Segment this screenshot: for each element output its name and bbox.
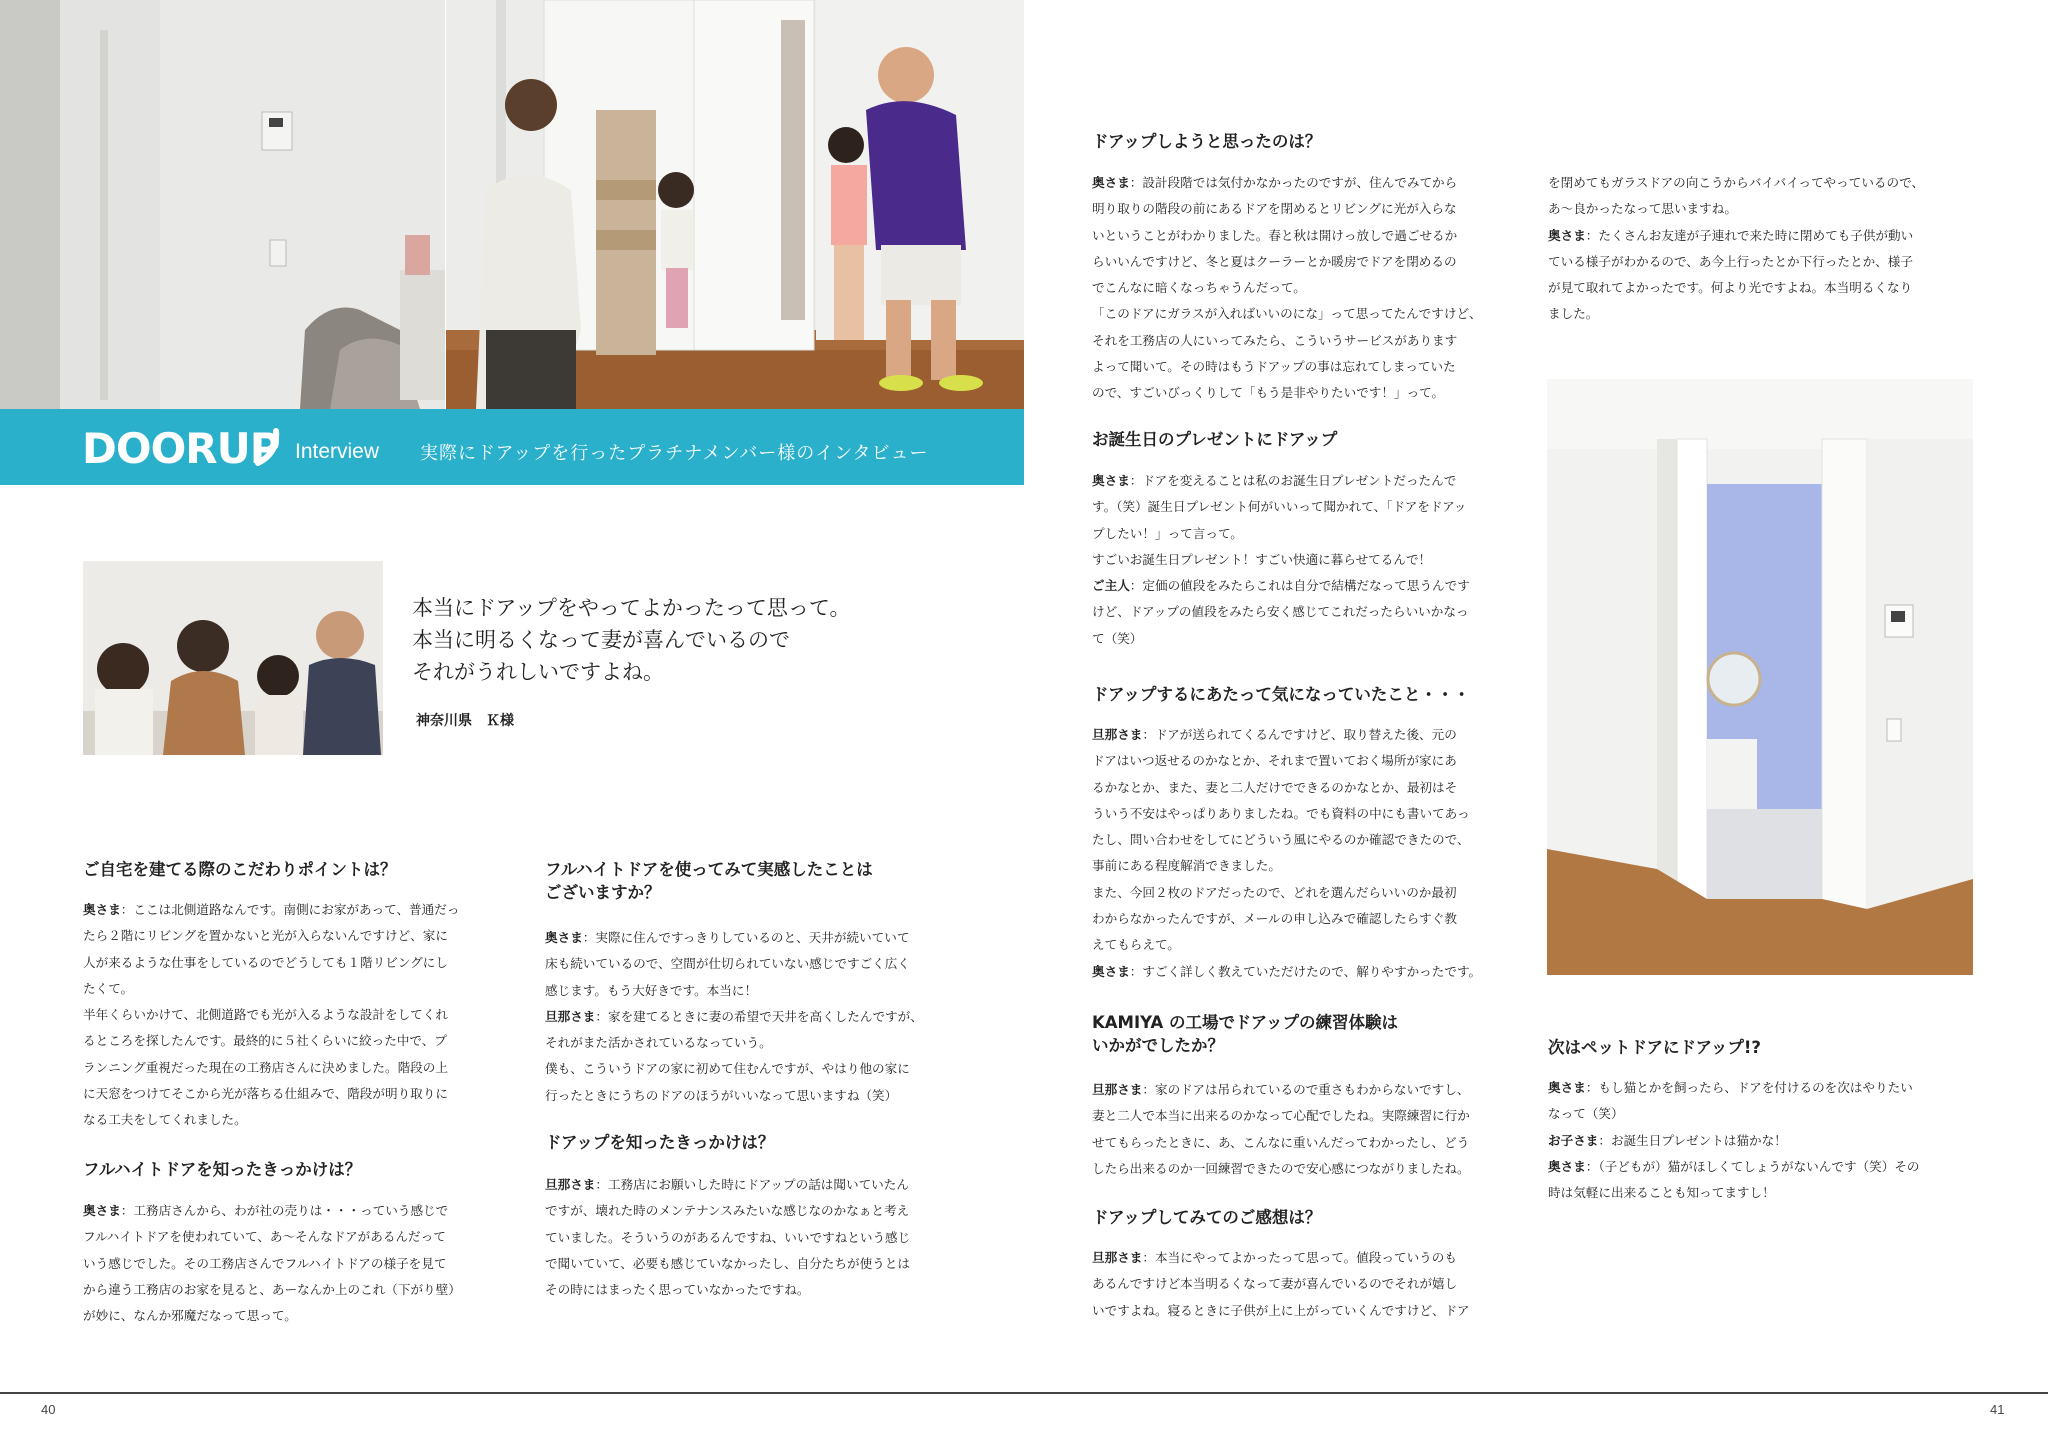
hero-photo-family-doors bbox=[446, 0, 1024, 409]
body-text: たくて。 bbox=[83, 980, 134, 996]
body-line bbox=[83, 1081, 459, 1107]
body-text: せてもらったときに、あ、こんなに重いんだってわかったし、どう bbox=[1092, 1134, 1470, 1150]
speaker-label: 旦那さま bbox=[1092, 727, 1143, 742]
body-line bbox=[1092, 906, 1481, 932]
body-text: に天窓をつけてそこから光が落ちる仕組みで、階段が明り取りに bbox=[83, 1086, 448, 1102]
body-text: 床も続いているので、空間が仕切られていない感じですごく広く bbox=[545, 956, 910, 972]
body-line bbox=[545, 1277, 910, 1303]
section-heading: ドアップするにあたって気になっていたこと・・・ bbox=[1092, 685, 1470, 704]
body-line bbox=[83, 1002, 459, 1028]
body-line bbox=[1092, 468, 1470, 494]
body-text: ：本当にやってよかったって思って。値段っていうのも bbox=[1142, 1250, 1457, 1265]
body-text: いということがわかりました。春と秋は開けっ放しで過ごせるか bbox=[1092, 227, 1458, 243]
body-line bbox=[545, 1030, 923, 1056]
body-line bbox=[1092, 959, 1481, 985]
body-text: ：設計段階では気付かなかったのですが、住んでみてから bbox=[1129, 175, 1458, 190]
body-line bbox=[1092, 170, 1482, 196]
body-line bbox=[1548, 1075, 1920, 1101]
body-line bbox=[1092, 547, 1470, 573]
body-text: ですが、壊れた時のメンテナンスみたいな感じなのかなぁと考え bbox=[545, 1203, 910, 1219]
body-line bbox=[545, 1251, 910, 1277]
body-text: 人が来るような仕事をしているのでどうしても１階リビングにし bbox=[83, 954, 448, 970]
page-number-right: 41 bbox=[1990, 1402, 2005, 1417]
body-text: わからなかったんですが、メールの申し込みで確認したらすぐ教 bbox=[1092, 911, 1457, 927]
section-heading: ドアップしてみてのご感想は？ bbox=[1092, 1208, 1322, 1227]
speaker-label: 旦那さま bbox=[1092, 1250, 1143, 1265]
body-line bbox=[1092, 354, 1482, 380]
body-text: ：お誕生日プレゼントは猫かな！ bbox=[1598, 1132, 1787, 1148]
body-text: を閉めてもガラスドアの向こうからバイバイってやっているので、 bbox=[1548, 175, 1925, 190]
body-line bbox=[1092, 880, 1481, 906]
speaker-label: 奥さま bbox=[545, 930, 583, 945]
body-text: ：ドアを変えることは私のお誕生日プレゼントだったんで bbox=[1129, 473, 1457, 488]
body-line bbox=[545, 1198, 910, 1224]
body-line bbox=[1092, 1156, 1470, 1182]
body-text: したら出来るのか一回練習できたので安心感につながりましたね。 bbox=[1092, 1160, 1470, 1176]
hero-photo-living-room bbox=[0, 0, 445, 409]
body-line bbox=[1092, 275, 1482, 301]
body-text: なる工夫をしてくれました。 bbox=[83, 1112, 247, 1128]
body-line bbox=[1092, 801, 1481, 827]
speaker-label: 奥さま bbox=[1092, 963, 1130, 979]
body-text: たし、問い合わせをしてにどういう風にやるのか確認できたので、 bbox=[1092, 832, 1470, 848]
speaker-label: お子さま bbox=[1548, 1132, 1599, 1148]
section-body bbox=[1092, 170, 1482, 407]
speaker-label: 旦那さま bbox=[1092, 1082, 1143, 1097]
body-text: 事前にある程度解消できました。 bbox=[1092, 858, 1281, 874]
body-line bbox=[1092, 1103, 1470, 1129]
quote-line: それがうれしいですよね。 bbox=[412, 660, 664, 684]
section-heading: フルハイトドアを使ってみて実感したことは ございますか？ bbox=[545, 860, 873, 902]
body-line bbox=[545, 1004, 923, 1030]
body-text: あ〜良かったなって思いますね。 bbox=[1548, 201, 1737, 217]
body-text: ：定価の値段をみたらこれは自分で結構だなって思うんです bbox=[1129, 578, 1470, 594]
body-text: 感じます。もう大好きです。本当に！ bbox=[545, 982, 758, 998]
family-photo bbox=[83, 561, 383, 755]
body-line bbox=[1548, 196, 1924, 222]
speaker-label: 奥さま bbox=[1548, 1158, 1586, 1174]
body-text: す。（笑）誕生日プレゼント何がいいって聞かれて、「ドアをドアッ bbox=[1092, 499, 1467, 515]
body-line bbox=[83, 1198, 461, 1224]
body-text: 行ったときにうちのドアのほうがいいなって思いますね（笑） bbox=[545, 1087, 898, 1103]
body-line bbox=[1548, 275, 1924, 301]
body-line bbox=[545, 925, 923, 951]
section-body bbox=[1092, 722, 1481, 985]
body-line bbox=[1092, 1298, 1469, 1324]
body-text: フルハイトドアを使われていて、あ〜そんなドアがあるんだって bbox=[83, 1229, 446, 1245]
body-line bbox=[545, 978, 923, 1004]
body-line bbox=[1548, 1101, 1920, 1127]
body-text: 時は気軽に出来ることも知ってますし！ bbox=[1548, 1185, 1775, 1201]
body-line bbox=[1092, 748, 1481, 774]
body-text: ：ここは北側道路なんです。南側にお家があって、普通だっ bbox=[120, 902, 460, 917]
body-line bbox=[1092, 1245, 1469, 1271]
section-body bbox=[545, 925, 923, 1109]
speaker-label: 奥さま bbox=[1092, 175, 1130, 190]
body-line bbox=[1092, 1077, 1470, 1103]
body-line bbox=[1092, 827, 1481, 853]
section-body bbox=[1548, 170, 1924, 328]
banner-title: 実際にドアップを行ったプラチナメンバー様のインタビュー bbox=[420, 443, 929, 464]
section-body bbox=[1092, 1077, 1470, 1182]
body-text: ：（子どもが）猫がほしくてしょうがないんです（笑）その bbox=[1585, 1158, 1920, 1174]
page-number-left: 40 bbox=[41, 1402, 56, 1417]
section-heading: ドアップを知ったきっかけは？ bbox=[545, 1133, 775, 1152]
body-text: すごいお誕生日プレゼント！すごい快適に暮らせてるんで！ bbox=[1092, 551, 1432, 567]
body-line bbox=[83, 923, 459, 949]
section-body bbox=[1092, 468, 1470, 652]
section-body bbox=[1092, 1245, 1469, 1324]
pull-quote bbox=[412, 592, 912, 688]
body-line bbox=[1548, 1154, 1920, 1180]
body-text: けど、ドアップの値段をみたら安く感じてこれだったらいいかなっ bbox=[1092, 604, 1469, 620]
body-line bbox=[83, 1224, 461, 1250]
section-body bbox=[545, 1172, 910, 1303]
body-text: いですよね。寝るときに子供が上に上がっていくんですけど、ドア bbox=[1092, 1302, 1470, 1318]
body-line bbox=[1092, 301, 1482, 327]
body-text: ので、すごいびっくりして「もう是非やりたいです！」って。 bbox=[1092, 385, 1445, 401]
body-line bbox=[1548, 249, 1924, 275]
speaker-label: 奥さま bbox=[1548, 1080, 1586, 1095]
body-line bbox=[545, 1083, 923, 1109]
body-line bbox=[1092, 223, 1482, 249]
body-text: るところを探したんです。最終的に５社くらいに絞った中で、プ bbox=[83, 1033, 447, 1049]
body-line bbox=[83, 976, 459, 1002]
banner-subtitle: Interview bbox=[295, 440, 380, 463]
body-text: ：すごく詳しく教えていただけたので、解りやすかったです。 bbox=[1129, 963, 1482, 979]
body-line bbox=[1092, 249, 1482, 275]
body-text: でこんなに暗くなっちゃうんだって。 bbox=[1092, 280, 1306, 296]
body-text: なって（笑） bbox=[1548, 1106, 1624, 1122]
body-text: ：家のドアは吊られているので重さもわからないですし、 bbox=[1142, 1082, 1470, 1097]
body-text: ：家を建てるときに妻の希望で天井を高くしたんですが、 bbox=[595, 1008, 923, 1024]
body-text: 妻と二人で本当に出来るのかなって心配でしたね。実際練習に行か bbox=[1092, 1108, 1470, 1124]
speaker-label: 奥さま bbox=[83, 902, 121, 917]
body-line bbox=[1092, 494, 1470, 520]
speaker-label: ご主人 bbox=[1092, 578, 1130, 594]
body-line bbox=[1092, 196, 1482, 222]
body-text: ていました。そういうのがあるんですね、いいですねという感じ bbox=[545, 1229, 911, 1245]
body-line bbox=[83, 1277, 461, 1303]
body-text: ：ドアが送られてくるんですけど、取り替えた後、元の bbox=[1142, 727, 1457, 742]
body-text: ：工務店にお願いした時にドアップの話は聞いていたん bbox=[595, 1177, 909, 1192]
body-line bbox=[1092, 521, 1470, 547]
speaker-label: 奥さま bbox=[83, 1203, 121, 1218]
body-text: ている様子がわかるので、あ今上行ったとか下行ったとか、様子 bbox=[1548, 253, 1913, 269]
body-line bbox=[545, 1225, 910, 1251]
body-text: が妙に、なんか邪魔だなって思って。 bbox=[83, 1308, 297, 1324]
body-line bbox=[1092, 328, 1482, 354]
body-line bbox=[83, 1055, 459, 1081]
body-line bbox=[1092, 775, 1481, 801]
body-text: 僕も、こういうドアの家に初めて住むんですが、やはり他の家に bbox=[545, 1061, 910, 1077]
body-text: らいいんですけど、冬と夏はクーラーとか暖房でドアを閉めるの bbox=[1092, 253, 1457, 269]
body-text: ：もし猫とかを飼ったら、ドアを付けるのを次はやりたい bbox=[1585, 1080, 1913, 1095]
body-text: で聞いていて、必要も感じていなかったし、自分たちが使うとは bbox=[545, 1255, 910, 1271]
body-text: が見て取れてよかったです。何より光ですよね。本当明るくなり bbox=[1548, 280, 1913, 296]
body-line bbox=[83, 1303, 461, 1329]
body-line bbox=[545, 951, 923, 977]
speaker-label: 奥さま bbox=[1092, 473, 1130, 488]
section-heading: フルハイトドアを知ったきっかけは？ bbox=[83, 1160, 362, 1179]
section-body bbox=[83, 1198, 461, 1329]
body-text: ました。 bbox=[1548, 306, 1599, 322]
body-text: ：工務店さんから、わが社の売りは・・・っていう感じで bbox=[120, 1203, 449, 1218]
body-line bbox=[1092, 1271, 1469, 1297]
body-text: たら２階にリビングを置かないと光が入らないんですけど、家に bbox=[83, 928, 448, 944]
body-text: 半年くらいかけて、北側道路でも光が入るような設計をしてくれ bbox=[83, 1007, 448, 1023]
body-text: て（笑） bbox=[1092, 630, 1143, 646]
footer-rule bbox=[0, 1392, 2048, 1394]
body-text: 「このドアにガラスが入ればいいのにな」って思ってたんですけど、 bbox=[1092, 306, 1482, 322]
body-text: プしたい！」って言って。 bbox=[1092, 525, 1243, 541]
section-heading: 次はペットドアにドアップ!? bbox=[1548, 1038, 1761, 1057]
body-line bbox=[1548, 223, 1924, 249]
body-line bbox=[1092, 853, 1481, 879]
body-line bbox=[1548, 301, 1924, 327]
speaker-label: 奥さま bbox=[1548, 227, 1586, 243]
body-line bbox=[1092, 722, 1481, 748]
body-line bbox=[1092, 599, 1470, 625]
body-line bbox=[545, 1056, 923, 1082]
body-text: それを工務店の人にいってみたら、こういうサービスがあります bbox=[1092, 332, 1458, 348]
interview-banner bbox=[0, 409, 1024, 485]
section-heading: お誕生日のプレゼントにドアップ bbox=[1092, 430, 1338, 449]
body-text: いう感じでした。その工務店さんでフルハイトドアの様子を見て bbox=[83, 1255, 447, 1271]
body-line bbox=[83, 950, 459, 976]
body-line bbox=[1092, 1130, 1470, 1156]
body-text: それがまた活かされているなっていう。 bbox=[545, 1035, 772, 1051]
body-text: ういう不安はやっぱりありましたね。でも資料の中にも書いてあっ bbox=[1092, 805, 1470, 821]
speaker-label: 旦那さま bbox=[545, 1008, 596, 1024]
body-line bbox=[1092, 380, 1482, 406]
body-text: 明り取りの階段の前にあるドアを閉めるとリビングに光が入らな bbox=[1092, 201, 1457, 217]
section-body bbox=[83, 897, 459, 1134]
body-line bbox=[545, 1172, 910, 1198]
section-heading: KAMIYA の工場でドアップの練習体験は いかがでしたか？ bbox=[1092, 1013, 1399, 1055]
body-text: ドアはいつ返せるのかなとか、それまで置いておく場所が家にあ bbox=[1092, 753, 1457, 769]
body-text: また、今回２枚のドアだったので、どれを選んだらいいのか最初 bbox=[1092, 884, 1457, 900]
doorup-logo bbox=[82, 423, 282, 475]
body-line bbox=[83, 1107, 459, 1133]
body-line bbox=[1548, 1180, 1920, 1206]
body-line bbox=[83, 1251, 461, 1277]
body-line bbox=[1092, 932, 1481, 958]
section-heading: ご自宅を建てる際のこだわりポイントは？ bbox=[83, 860, 397, 879]
body-line bbox=[83, 1028, 459, 1054]
quote-line: 本当にドアップをやってよかったって思って。 bbox=[412, 596, 851, 620]
body-line bbox=[1548, 170, 1924, 196]
body-text: ランニング重視だった現在の工務店さんに決めました。階段の上 bbox=[83, 1059, 448, 1075]
body-text: るかなとか、また、妻と二人だけでできるのかなとか、最初はそ bbox=[1092, 779, 1458, 795]
body-text: ：たくさんお友達が子連れで来た時に閉めても子供が動い bbox=[1585, 227, 1914, 243]
section-heading: ドアップしようと思ったのは？ bbox=[1092, 132, 1322, 151]
body-text: あるんですけど本当明るくなって妻が喜んでいるのでそれが嬉し bbox=[1092, 1276, 1458, 1292]
body-line bbox=[1092, 626, 1470, 652]
body-text: から違う工務店のお家を見ると、あーなんか上のこれ（下がり壁） bbox=[83, 1281, 461, 1297]
body-text: えてもらえて。 bbox=[1092, 937, 1180, 953]
body-text: その時にはまったく思っていなかったですね。 bbox=[545, 1282, 810, 1298]
body-line bbox=[1548, 1128, 1920, 1154]
body-line bbox=[1092, 573, 1470, 599]
speaker-label: 旦那さま bbox=[545, 1177, 596, 1192]
section-body bbox=[1548, 1075, 1920, 1206]
body-line bbox=[83, 897, 459, 923]
body-text: ：実際に住んですっきりしているのと、天井が続いていて bbox=[582, 930, 910, 945]
quote-line: 本当に明るくなって妻が喜んでいるので bbox=[412, 628, 790, 652]
svg-text:DOORUP: DOORUP bbox=[82, 424, 280, 471]
interviewee-location: 神奈川県 Ｋ様 bbox=[416, 713, 514, 729]
doorway-photo bbox=[1547, 379, 1973, 975]
body-text: よって聞いて。その時はもうドアップの事は忘れてしまっていた bbox=[1092, 359, 1456, 375]
